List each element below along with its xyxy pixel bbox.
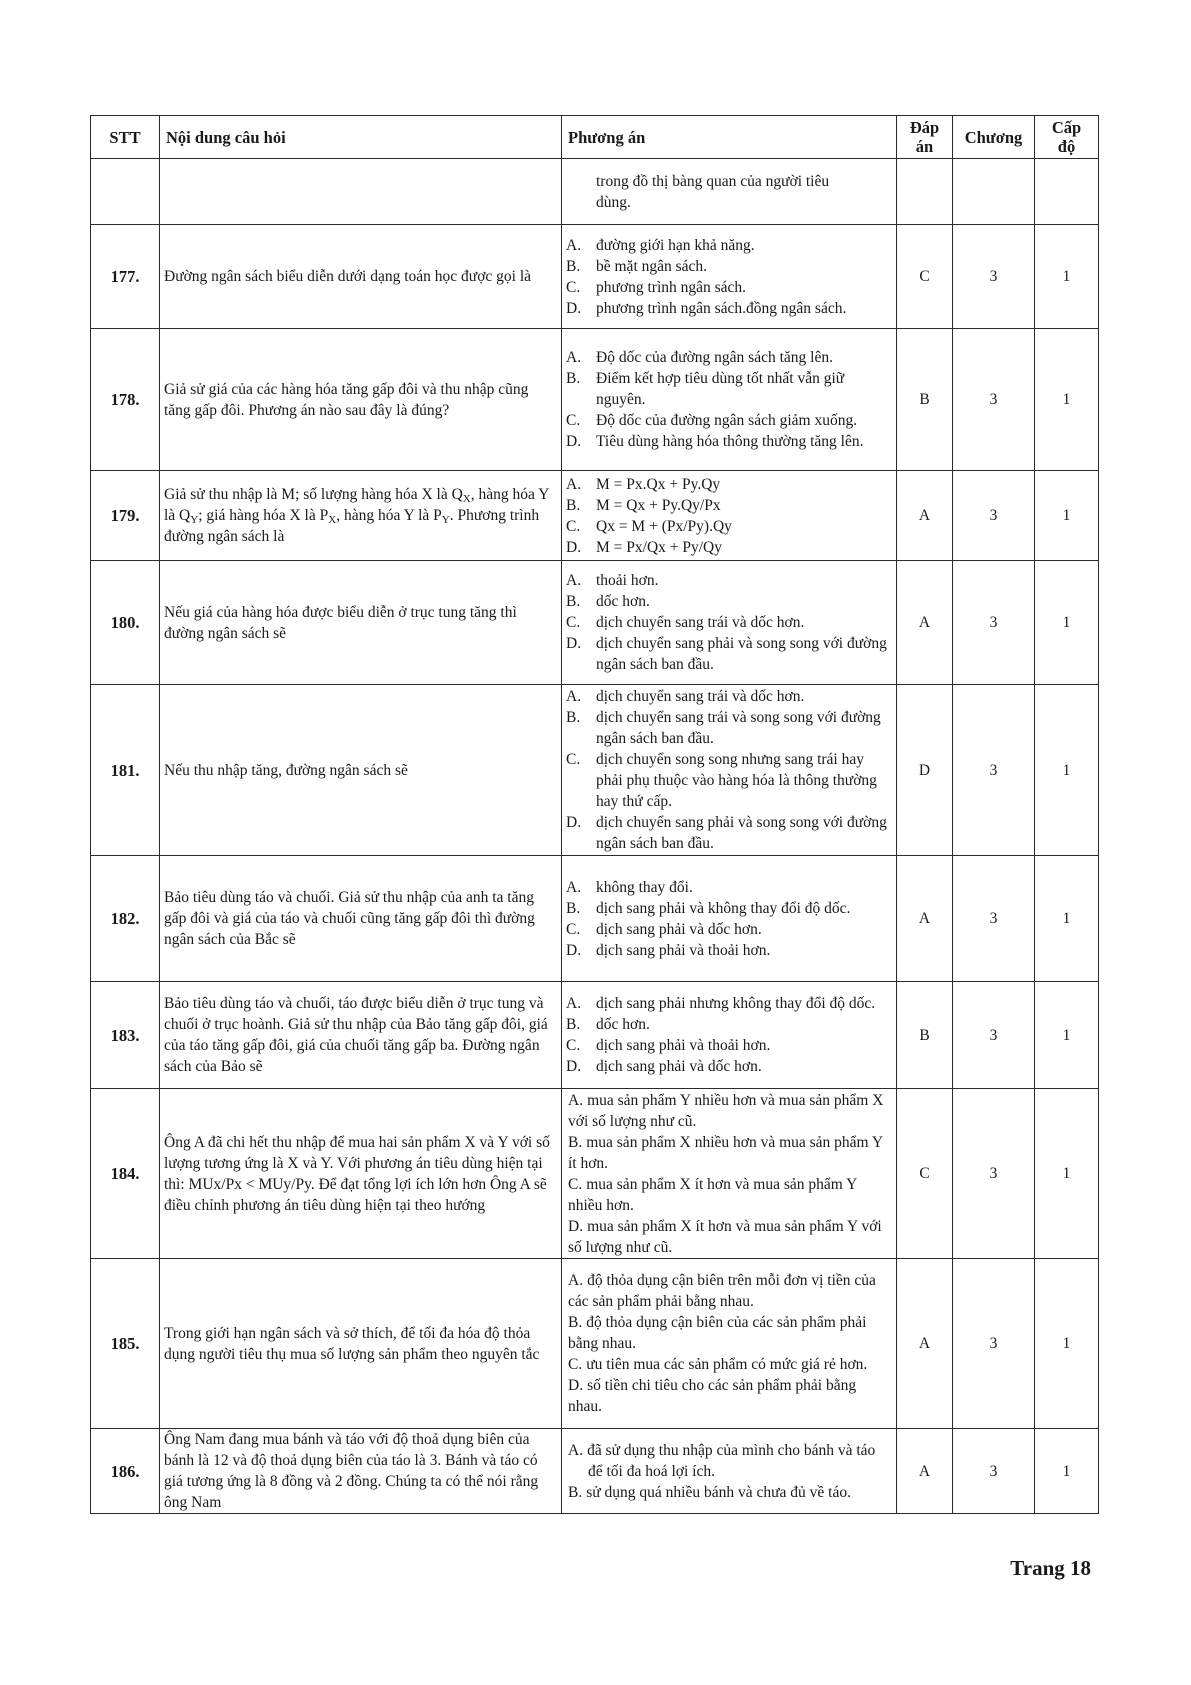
question-number: 177. bbox=[91, 225, 160, 329]
option-text: số tiền chi tiêu cho các sản phẩm phải bằng nhau. bbox=[568, 1377, 857, 1415]
option-key: C. bbox=[566, 278, 581, 296]
option-text: ưu tiên mua các sản phẩm có mức giá rẻ hơn. bbox=[586, 1356, 868, 1373]
option-a bbox=[566, 235, 892, 256]
answer-cell: C bbox=[897, 1089, 953, 1259]
options-cell bbox=[562, 1259, 897, 1429]
option-text: Qx = M + (Px/Py).Qy bbox=[596, 517, 732, 535]
option-key: B. bbox=[566, 496, 581, 514]
answer-cell: A bbox=[897, 1259, 953, 1429]
header-stt: STT bbox=[91, 116, 160, 159]
option-key: B. bbox=[566, 899, 581, 917]
question-number: 179. bbox=[91, 471, 160, 561]
option-text: dịch chuyển song song nhưng sang trái hay phải phụ thuộc vào hàng hóa là thông thường hay thứ cấp. bbox=[596, 751, 877, 810]
option-text: dịch sang phải và thoải hơn. bbox=[596, 1037, 771, 1054]
options-cell bbox=[562, 329, 897, 471]
question-subscript: Y bbox=[190, 514, 199, 526]
continuation-question-cell bbox=[160, 159, 562, 225]
question-number: 178. bbox=[91, 329, 160, 471]
table-header-row bbox=[91, 116, 1099, 159]
option-text: dốc hơn. bbox=[596, 593, 650, 610]
header-answer-line2: án bbox=[915, 137, 934, 156]
option-text: thoải hơn. bbox=[596, 572, 659, 589]
option-text: phương trình ngân sách. bbox=[596, 278, 747, 296]
header-level-line1: Cấp bbox=[1051, 118, 1082, 137]
option-text: bề mặt ngân sách. bbox=[596, 257, 708, 275]
chapter-cell: 3 bbox=[953, 982, 1035, 1089]
chapter-cell: 3 bbox=[953, 1429, 1035, 1514]
answer-cell: C bbox=[897, 225, 953, 329]
question-text: Đường ngân sách biểu diễn dưới dạng toán học được gọi là bbox=[160, 225, 562, 329]
option-key: C. bbox=[566, 614, 581, 631]
option-c bbox=[566, 749, 892, 812]
question-part: . Phương trình đường ngân sách là bbox=[164, 507, 540, 545]
option-a bbox=[566, 347, 892, 368]
option-text: phương trình ngân sách.đồng ngân sách. bbox=[596, 299, 847, 317]
continuation-chapter-cell bbox=[953, 159, 1035, 225]
option-key: A. bbox=[568, 1441, 584, 1459]
option-key: D. bbox=[568, 1377, 584, 1394]
option-c bbox=[566, 919, 892, 940]
question-part: , hàng hóa Y là P bbox=[336, 507, 442, 524]
option-a bbox=[566, 877, 892, 898]
option-b bbox=[566, 256, 892, 277]
option-key: C. bbox=[568, 1175, 583, 1193]
option-b bbox=[568, 1482, 892, 1503]
option-text: dịch sang phải và dốc hơn. bbox=[596, 920, 762, 938]
option-key: A. bbox=[566, 475, 582, 493]
option-key: B. bbox=[568, 1314, 583, 1331]
question-number: 183. bbox=[91, 982, 160, 1089]
option-key: A. bbox=[566, 995, 582, 1012]
option-key: D. bbox=[566, 814, 582, 831]
option-b bbox=[566, 898, 892, 919]
option-a bbox=[566, 993, 892, 1014]
option-d bbox=[568, 1216, 892, 1258]
option-b bbox=[568, 1312, 892, 1354]
level-cell: 1 bbox=[1035, 982, 1099, 1089]
table-row bbox=[91, 1429, 1099, 1514]
question-text: Bảo tiêu dùng táo và chuối. Giả sử thu nhập của anh ta tăng gấp đôi và giá của táo và chuối cũng tăng gấp đôi thì đường ngân sách của Bắc sẽ bbox=[160, 856, 562, 982]
question-subscript: Y bbox=[441, 514, 450, 526]
question-subscript: X bbox=[328, 514, 337, 526]
question-text bbox=[160, 471, 562, 561]
level-cell: 1 bbox=[1035, 471, 1099, 561]
continuation-row bbox=[91, 159, 1099, 225]
chapter-cell: 3 bbox=[953, 856, 1035, 982]
option-text: dịch chuyển sang phải và song song với đường ngân sách ban đầu. bbox=[596, 814, 887, 852]
option-a bbox=[566, 474, 892, 495]
question-number: 184. bbox=[91, 1089, 160, 1259]
option-b bbox=[566, 368, 892, 410]
option-text: mua sản phẩm X ít hơn và mua sản phẩm Y với số lượng như cũ. bbox=[568, 1217, 882, 1256]
table-row bbox=[91, 225, 1099, 329]
option-d bbox=[566, 633, 892, 675]
header-answer bbox=[897, 116, 953, 159]
question-part: Giả sử thu nhập là M; số lượng hàng hóa X là Q bbox=[164, 486, 463, 503]
option-key: A. bbox=[568, 1272, 584, 1289]
option-text: mua sản phẩm X ít hơn và mua sản phẩm Y nhiều hơn. bbox=[568, 1175, 857, 1214]
table-row bbox=[91, 329, 1099, 471]
question-number: 185. bbox=[91, 1259, 160, 1429]
option-key: C. bbox=[566, 412, 581, 429]
option-key: C. bbox=[568, 1356, 583, 1373]
answer-cell: B bbox=[897, 982, 953, 1089]
option-key: A. bbox=[568, 1091, 584, 1109]
option-text: mua sản phẩm X nhiều hơn và mua sản phẩm Y ít hơn. bbox=[568, 1133, 883, 1172]
option-text: dịch chuyển sang trái và song song với đường ngân sách ban đầu. bbox=[596, 709, 881, 747]
option-text: dịch sang phải và thoải hơn. bbox=[596, 941, 771, 959]
header-chapter: Chương bbox=[953, 116, 1035, 159]
continuation-options-cell bbox=[562, 159, 897, 225]
option-key: B. bbox=[566, 370, 581, 387]
question-text: Nếu giá của hàng hóa được biểu diễn ở trục tung tăng thì đường ngân sách sẽ bbox=[160, 561, 562, 685]
option-key: A. bbox=[566, 572, 582, 589]
option-text: đường giới hạn khả năng. bbox=[596, 236, 755, 254]
option-a bbox=[568, 1090, 892, 1132]
chapter-cell: 3 bbox=[953, 561, 1035, 685]
continuation-text bbox=[566, 171, 892, 213]
option-text: độ thỏa dụng cận biên trên mỗi đơn vị tiền của các sản phẩm phải bằng nhau. bbox=[568, 1272, 876, 1310]
option-text: không thay đổi. bbox=[596, 878, 693, 896]
option-key: B. bbox=[566, 257, 581, 275]
option-b bbox=[566, 591, 892, 612]
option-c bbox=[568, 1174, 892, 1216]
option-key: C. bbox=[566, 517, 581, 535]
option-c bbox=[566, 612, 892, 633]
option-key: D. bbox=[568, 1217, 584, 1235]
option-text: M = Px.Qx + Py.Qy bbox=[596, 475, 721, 493]
header-level bbox=[1035, 116, 1099, 159]
header-level-line2: độ bbox=[1057, 137, 1076, 156]
option-text: Điểm kết hợp tiêu dùng tốt nhất vẫn giữ nguyên. bbox=[596, 370, 845, 408]
continuation-stt-cell bbox=[91, 159, 160, 225]
option-key: B. bbox=[568, 1483, 583, 1501]
table-row bbox=[91, 982, 1099, 1089]
question-number: 186. bbox=[91, 1429, 160, 1514]
question-number: 181. bbox=[91, 685, 160, 856]
options-cell bbox=[562, 225, 897, 329]
option-text: đã sử dụng thu nhập của mình cho bánh và táo để tối đa hoá lợi ích. bbox=[587, 1441, 876, 1480]
options-cell bbox=[562, 471, 897, 561]
table-row bbox=[91, 1259, 1099, 1429]
header-options: Phương án bbox=[562, 116, 897, 159]
option-key: B. bbox=[566, 1016, 581, 1033]
option-key: D. bbox=[566, 538, 582, 556]
option-a bbox=[566, 686, 892, 707]
option-d bbox=[566, 1056, 892, 1077]
option-key: D. bbox=[566, 1058, 582, 1075]
options-cell bbox=[562, 982, 897, 1089]
continuation-line1: trong đồ thị bàng quan của người tiêu bbox=[596, 172, 830, 190]
option-key: B. bbox=[566, 709, 581, 726]
option-key: C. bbox=[566, 751, 581, 768]
question-text: Nếu thu nhập tăng, đường ngân sách sẽ bbox=[160, 685, 562, 856]
question-subscript: X bbox=[462, 493, 471, 505]
continuation-line2: dùng. bbox=[596, 193, 631, 211]
level-cell: 1 bbox=[1035, 1259, 1099, 1429]
chapter-cell: 3 bbox=[953, 329, 1035, 471]
option-b bbox=[568, 1132, 892, 1174]
page-number: Trang 18 bbox=[1010, 1556, 1091, 1580]
level-cell: 1 bbox=[1035, 685, 1099, 856]
option-text: Tiêu dùng hàng hóa thông thường tăng lên. bbox=[596, 433, 864, 450]
option-b bbox=[566, 1014, 892, 1035]
answer-cell: B bbox=[897, 329, 953, 471]
chapter-cell: 3 bbox=[953, 471, 1035, 561]
level-cell: 1 bbox=[1035, 1429, 1099, 1514]
level-cell: 1 bbox=[1035, 1089, 1099, 1259]
option-text: M = Qx + Py.Qy/Px bbox=[596, 496, 721, 514]
header-question: Nội dung câu hỏi bbox=[160, 116, 562, 159]
question-text: Ông A đã chi hết thu nhập để mua hai sản phẩm X và Y với số lượng tương ứng là X và Y. Với phương án tiêu dùng hiện tại thì: MUx/Px < MUy/Py. Để đạt tổng lợi ích lớn hơn Ông A sẽ điều chỉnh phương án tiêu dùng hiện tại theo hướng bbox=[160, 1089, 562, 1259]
option-text: dịch chuyển sang phải và song song với đường ngân sách ban đầu. bbox=[596, 635, 887, 673]
option-text: dịch chuyển sang trái và dốc hơn. bbox=[596, 688, 805, 705]
table-row bbox=[91, 1089, 1099, 1259]
question-text: Ông Nam đang mua bánh và táo với độ thoả dụng biên của bánh là 12 và độ thoả dụng biên của táo là 3. Bánh và táo có giá tương ứng là 8 đồng và 2 đồng. Chúng ta có thể nói rằng ông Nam bbox=[160, 1429, 562, 1514]
table-row bbox=[91, 685, 1099, 856]
option-key: B. bbox=[566, 593, 581, 610]
table-row bbox=[91, 471, 1099, 561]
option-d bbox=[566, 537, 892, 558]
answer-cell: A bbox=[897, 471, 953, 561]
question-table bbox=[90, 115, 1099, 1514]
option-text: dịch sang phải và dốc hơn. bbox=[596, 1058, 762, 1075]
options-cell bbox=[562, 1089, 897, 1259]
option-text: dốc hơn. bbox=[596, 1016, 650, 1033]
option-c bbox=[568, 1354, 892, 1375]
option-text: độ thỏa dụng cận biên của các sản phẩm phải bằng nhau. bbox=[568, 1314, 867, 1352]
option-d bbox=[566, 298, 892, 319]
question-part: ; giá hàng hóa X là P bbox=[198, 507, 329, 524]
option-key: D. bbox=[566, 635, 582, 652]
option-key: A. bbox=[566, 688, 582, 705]
option-key: A. bbox=[566, 236, 582, 254]
option-key: C. bbox=[566, 1037, 581, 1054]
question-text: Giả sử giá của các hàng hóa tăng gấp đôi và thu nhập cũng tăng gấp đôi. Phương án nào sau đây là đúng? bbox=[160, 329, 562, 471]
answer-cell: D bbox=[897, 685, 953, 856]
question-number: 182. bbox=[91, 856, 160, 982]
option-key: D. bbox=[566, 941, 582, 959]
continuation-answer-cell bbox=[897, 159, 953, 225]
level-cell: 1 bbox=[1035, 561, 1099, 685]
options-cell bbox=[562, 1429, 897, 1514]
option-text: Độ dốc của đường ngân sách giảm xuống. bbox=[596, 412, 858, 429]
option-text: mua sản phẩm Y nhiều hơn và mua sản phẩm X với số lượng như cũ. bbox=[568, 1091, 884, 1130]
question-part: , hàng hóa Y là Q bbox=[164, 486, 549, 524]
option-a bbox=[568, 1440, 892, 1482]
option-text: dịch chuyển sang trái và dốc hơn. bbox=[596, 614, 805, 631]
option-c bbox=[566, 1035, 892, 1056]
option-text: sử dụng quá nhiều bánh và chưa đủ về táo. bbox=[586, 1483, 851, 1501]
options-cell bbox=[562, 561, 897, 685]
option-key: B. bbox=[568, 1133, 583, 1151]
question-text: Trong giới hạn ngân sách và sở thích, để tối đa hóa độ thỏa dụng người tiêu thụ mua số lượng sản phẩm theo nguyên tắc bbox=[160, 1259, 562, 1429]
continuation-level-cell bbox=[1035, 159, 1099, 225]
option-a bbox=[568, 1270, 892, 1312]
chapter-cell: 3 bbox=[953, 1089, 1035, 1259]
table-row bbox=[91, 856, 1099, 982]
option-key: D. bbox=[566, 299, 582, 317]
option-d bbox=[566, 940, 892, 961]
chapter-cell: 3 bbox=[953, 685, 1035, 856]
options-cell bbox=[562, 856, 897, 982]
option-key: D. bbox=[566, 433, 582, 450]
option-d bbox=[568, 1375, 892, 1417]
question-number: 180. bbox=[91, 561, 160, 685]
option-c bbox=[566, 277, 892, 298]
question-text: Bảo tiêu dùng táo và chuối, táo được biểu diễn ở trục tung và chuối ở trục hoành. Giả sử thu nhập của Bảo tăng gấp đôi, giá của táo tăng gấp đôi, giá của chuối tăng gấp ba. Đường ngân sách của Bảo sẽ bbox=[160, 982, 562, 1089]
answer-cell: A bbox=[897, 856, 953, 982]
option-key: A. bbox=[566, 878, 582, 896]
chapter-cell: 3 bbox=[953, 1259, 1035, 1429]
level-cell: 1 bbox=[1035, 225, 1099, 329]
level-cell: 1 bbox=[1035, 856, 1099, 982]
table-row bbox=[91, 561, 1099, 685]
option-a bbox=[566, 570, 892, 591]
option-key: A. bbox=[566, 349, 582, 366]
option-text: M = Px/Qx + Py/Qy bbox=[596, 538, 723, 556]
option-key: C. bbox=[566, 920, 581, 938]
option-text: dịch sang phải và không thay đổi độ dốc. bbox=[596, 899, 851, 917]
option-c bbox=[566, 410, 892, 431]
chapter-cell: 3 bbox=[953, 225, 1035, 329]
level-cell: 1 bbox=[1035, 329, 1099, 471]
answer-cell: A bbox=[897, 561, 953, 685]
option-text: Độ dốc của đường ngân sách tăng lên. bbox=[596, 349, 833, 366]
option-text: dịch sang phải nhưng không thay đổi độ dốc. bbox=[596, 995, 876, 1012]
option-b bbox=[566, 707, 892, 749]
header-answer-line1: Đáp bbox=[909, 118, 940, 137]
answer-cell: A bbox=[897, 1429, 953, 1514]
option-d bbox=[566, 812, 892, 854]
option-d bbox=[566, 431, 892, 452]
option-b bbox=[566, 495, 892, 516]
options-cell bbox=[562, 685, 897, 856]
option-c bbox=[566, 516, 892, 537]
